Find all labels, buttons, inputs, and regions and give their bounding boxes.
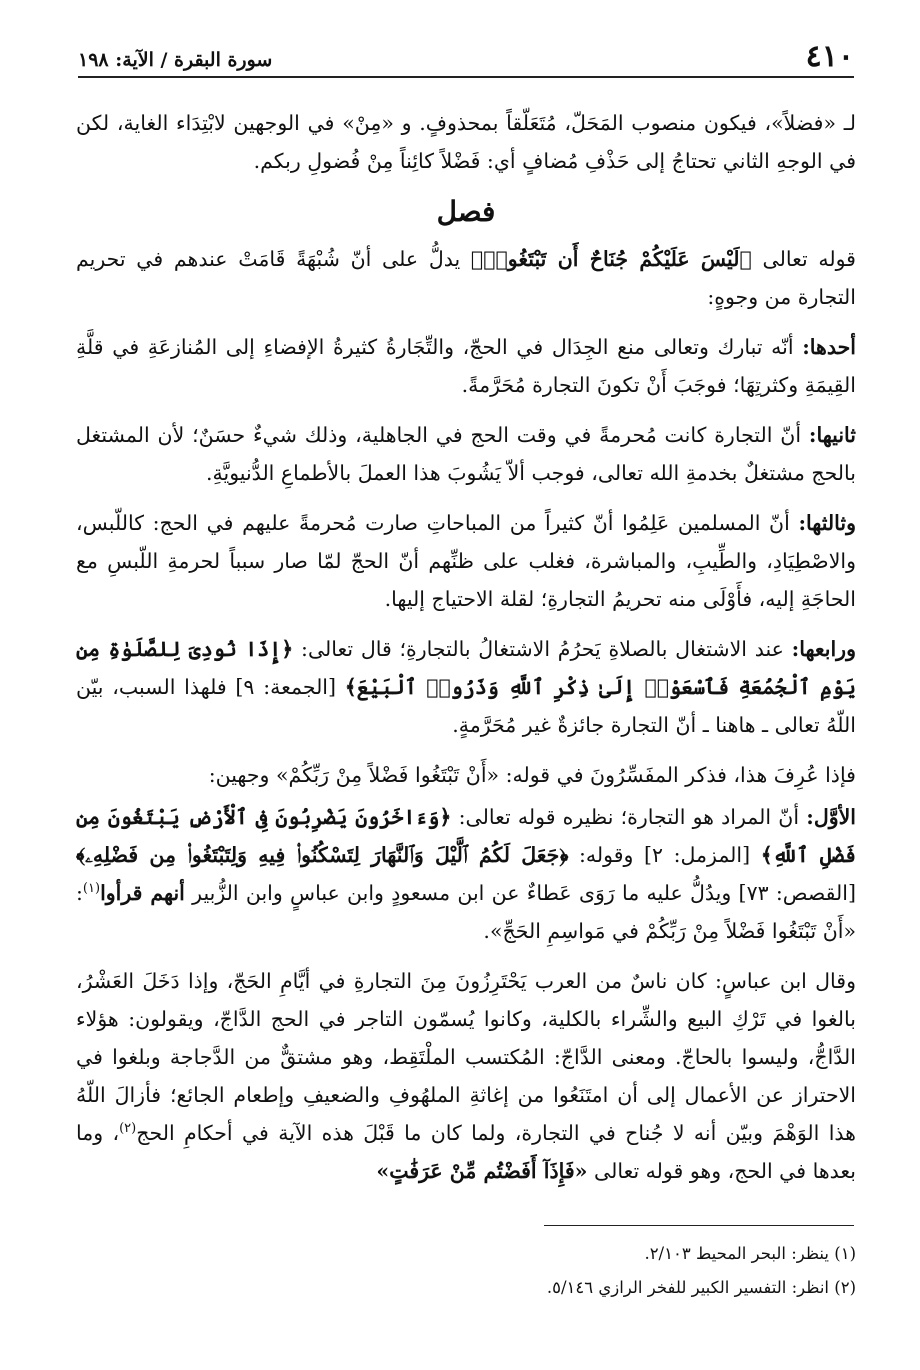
point-paragraph bbox=[76, 328, 856, 404]
point-text: أنّ التجارة كانت مُحرمةً في وقت الحج في الجاهلية، وذلك شيءٌ حسَنٌ؛ لأن المشتغل بالحج مشتغلٌ بخدمةِ الله تعالى، فوجب ألاّ يَشُوبَ هذا العملَ بالأطماعِ الدُّنيويَّةِ. bbox=[76, 423, 856, 485]
fourth-lead: ورابعها: bbox=[791, 637, 856, 661]
opening-paragraph bbox=[76, 240, 856, 316]
ibn-abbas-paragraph bbox=[76, 962, 856, 1190]
fourth-paragraph bbox=[76, 630, 856, 744]
point-lead: ثانيها: bbox=[808, 423, 856, 447]
ibn-abbas-text-a: وقال ابن عباسٍ: كان ناسٌ من العرب يَحْتَرِزُونَ مِنَ التجارةِ في أيَّامِ الحَجّ، وإذا دَخَلَ العَشْرُ، بالغوا في تَرْكِ البيع والشِّراء بالكلية، وكانوا يُسمّون التاجر في الحج الدَّاجّ، ويقولون: هؤلاء الدَّاجُّ، وليسوا بالحاجّ. ومعنى الدَّاجّ: المُكتسب الملْتَقِط، وهو مشتقٌّ من الدَّجاجة وبلغوا في الاحتراز عن الأعمال إلى أن امتَنَعُوا من إغاثةِ الملهُوفِ والضعيفِ وإطعام الجائع؛ فأزالَ اللّهُ هذا الوَهْمَ وبيّن أنه لا جُناح في التجارة، ولما كان ما قَبْلَ هذه الآية في أحكامِ الحج bbox=[76, 969, 856, 1145]
footnotes bbox=[76, 1237, 856, 1305]
opening-verse: ﴿لَيْسَ عَلَيْكُمْ جُنَاحٌ أَن تَبْتَغُوا۟﴾ bbox=[470, 247, 752, 271]
first-aspect-paragraph bbox=[76, 798, 856, 950]
point-paragraph bbox=[76, 504, 856, 618]
first-text-d: : «أَنْ تَبْتَغُوا فَضْلاً مِنْ رَبِّكُمْ في مَواسِمِ الحَجِّ». bbox=[76, 881, 856, 943]
intro-paragraph: لـ «فضلاً»، فيكون منصوب المَحَلّ، مُتَعَلّقاً بمحذوفٍ. و «مِنْ» في الوجهين لابْتِدَاء الغاية، لكن في الوجهِ الثاني تحتاجُ إلى حَذْفِ مُضافٍ أي: فَضْلاً كائِناً مِنْ فُضولِ ربكم. bbox=[76, 111, 856, 173]
fourth-text-a: عند الاشتغال بالصلاةِ يَحرُمُ الاشتغالُ بالتجارةِ؛ قال تعالى: bbox=[301, 637, 784, 661]
page-number: ٤١٠ bbox=[805, 39, 854, 74]
point-paragraph bbox=[76, 416, 856, 492]
footnote-ref-1[interactable]: (١) bbox=[82, 881, 101, 897]
page-body bbox=[76, 104, 856, 1202]
first-text-c: [القصص: ٧٣] ويدُلُّ عليه ما رَوَى عَطاءٌ عن ابن مسعودٍ وابن عباسٍ وابن الزُّبير bbox=[192, 881, 856, 905]
first-verse-1: ﴿وَءَاخَرُونَ يَضْرِبُونَ فِى ٱلْأَرْضِ يَبْتَغُونَ مِن فَضْلِ ٱللَّهِ﴾ bbox=[76, 805, 856, 867]
first-text-b: [المزمل: ٢] وقوله: bbox=[578, 843, 751, 867]
footnote-2: (٢) انظر: التفسير الكبير للفخر الرازي ٥/١٤٦. bbox=[546, 1278, 856, 1297]
first-text-a: أنّ المراد هو التجارة؛ نظيره قوله تعالى: bbox=[458, 805, 800, 829]
point-lead: وثالثها: bbox=[798, 511, 856, 535]
page-header bbox=[78, 32, 854, 78]
ibn-abbas-text-b: ، وما بعدها في الحج، وهو قوله تعالى bbox=[76, 1121, 856, 1183]
point-text: أنّ المسلمين عَلِمُوا أنّ كثيراً من المباحاتِ صارت مُحرمةً عليهم في الحج: كاللّبس، والاصْطِيَادِ، والطِّيبِ، والمباشرة، فغلب على ظنِّهم أنّ الحجّ لمّا صار سبباً لحرمةِ اللّبسِ مع الحاجَةِ إليه، فأَوْلَى منه تحريمُ التجارةِ؛ لقلة الاحتياج إليها. bbox=[76, 511, 856, 611]
opening-pre: قوله تعالى bbox=[762, 247, 856, 271]
opening-post: يدلُّ على أنّ شُبْهَةً قَامَتْ عندهم في تحريم التجارة من وجوهٍ: bbox=[76, 247, 856, 309]
footnote-1: (١) ينظر: البحر المحيط ٢/١٠٣. bbox=[644, 1244, 856, 1263]
point-text: أنّه تبارك وتعالى منع الجِدَال في الحجّ، والتِّجَارةُ كثيرةُ الإفضاءِ إلى المُنازعَةِ في قلَّةِ القِيمَةِ وكثرتِهَا؛ فوجَبَ أَنْ تكونَ التجارة مُحَرَّمةً. bbox=[76, 335, 856, 397]
section-heading: فصل bbox=[436, 195, 496, 228]
first-lead: الأوَّل: bbox=[806, 805, 856, 829]
surah-title: سورة البقرة / الآية: ١٩٨ bbox=[78, 49, 273, 71]
fourth-verse: ﴿إِذَا نُودِىَ لِلصَّلَوٰةِ مِن يَوْمِ ٱلْجُمُعَةِ فَٱسْعَوْا۟ إِلَىٰ ذِكْرِ ٱللَّهِ وَذَرُوا۟ ٱلْبَيْعَ﴾ bbox=[76, 637, 857, 699]
point-lead: أحدها: bbox=[802, 335, 856, 359]
transition-paragraph: فإذا عُرِفَ هذا، فذكر المفَسِّرُونَ في قوله: «أَنْ تَبْتَغُوا فَضْلاً مِنْ رَبِّكُمْ» وجهين: bbox=[208, 763, 856, 787]
fourth-text-b: [الجمعة: ٩] فلهذا السبب، بيّن اللّهُ تعالى ـ هاهنا ـ أنّ التجارة جائزةٌ غير مُحَرَّمةٍ. bbox=[76, 675, 856, 737]
footnote-ref-2[interactable]: (٢) bbox=[119, 1121, 137, 1137]
footnote-divider bbox=[544, 1225, 854, 1226]
first-bold-end: أنهم قرأوا bbox=[100, 881, 185, 905]
first-verse-2: ﴿جَعَلَ لَكُمُ ٱلَّيْلَ وَٱلنَّهَارَ لِتَسْكُنُوا۟ فِيهِ وَلِتَبْتَغُوا۟ مِن فَضْلِهِۦ﴾ bbox=[76, 843, 569, 867]
ibn-abbas-verse: «فَإِذَآ أَفَضْتُم مِّنْ عَرَفَٰتٍ» bbox=[376, 1159, 588, 1183]
